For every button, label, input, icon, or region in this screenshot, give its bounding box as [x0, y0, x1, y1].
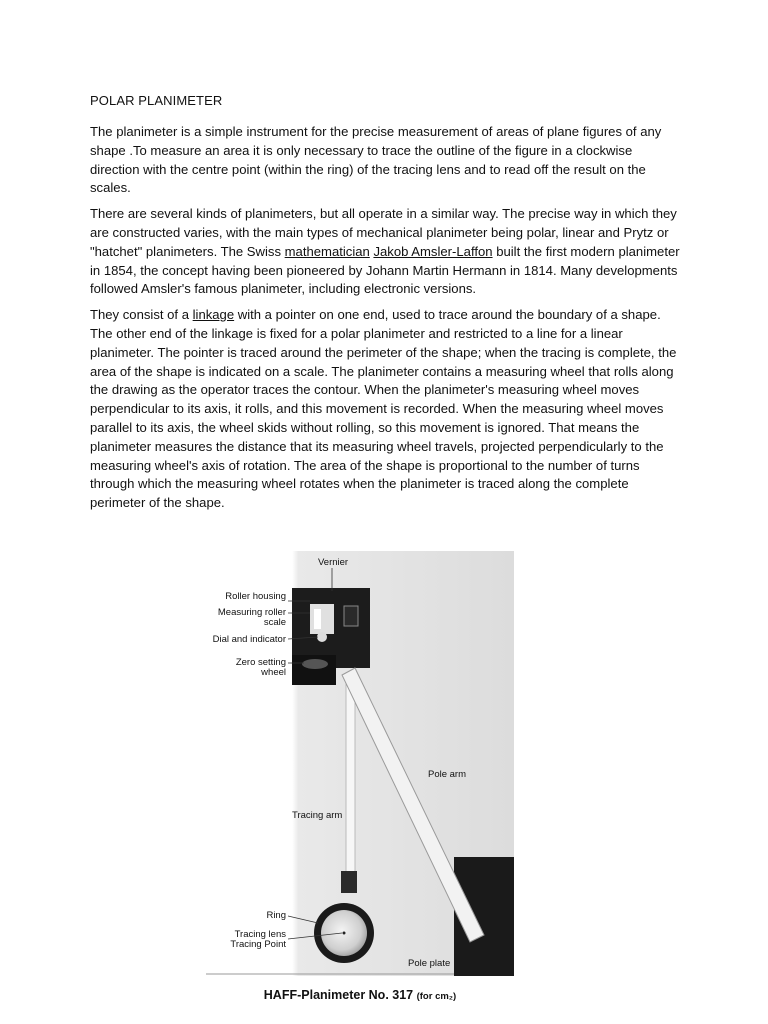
paragraph-text: There are several kinds of planimeters, but all operate in a similar way. The precise way in which they are constructed varies, with the main types of mechanical planimeter being polar, linear and Prytz or "hatchet" planimeters. The Swiss — [90, 206, 677, 259]
link-linkage[interactable]: linkage — [192, 307, 235, 323]
label-measuring-roller: Measuring roller — [217, 607, 286, 618]
label-tracing-lens: Tracing lens — [234, 929, 286, 940]
label-tracing-arm: Tracing arm — [292, 810, 343, 821]
caption-main: HAFF-Planimeter No. 317 — [263, 988, 414, 1002]
document-title: POLAR PLANIMETER — [90, 93, 223, 108]
planimeter-figure — [206, 551, 514, 976]
link-mathematician[interactable]: mathematician — [284, 243, 370, 259]
paragraph-kinds — [90, 205, 680, 299]
label-measuring-roller-scale: scale — [263, 617, 286, 628]
label-roller-housing: Roller housing — [225, 591, 286, 602]
label-tracing-point: Tracing Point — [230, 939, 286, 950]
caption-unit: (for cm₂) — [416, 991, 457, 1002]
label-zero-setting: Zero setting — [235, 657, 286, 668]
paragraph-intro: The planimeter is a simple instrument for the precise measurement of areas of plane figures of any shape .To measure an area it is only necessary to trace the outline of the figure in a clockwise direction with the centre point (within the ring) of the tracing lens and to read off the result on the scales. — [90, 124, 662, 196]
label-ring: Ring — [266, 910, 286, 921]
label-vernier: Vernier — [318, 557, 349, 568]
dial-indicator — [317, 632, 327, 642]
link-jakob-amsler-laffon[interactable]: Jakob Amsler-Laffon — [373, 243, 493, 259]
label-pole-arm: Pole arm — [428, 769, 467, 780]
paragraph-text: with a pointer on one end, used to trace around the boundary of a shape. The other end of the linkage is fixed for a polar planimeter and restricted to a line for a linear planimeter. The pointer is traced around the perimeter of the shape; when the tracing is complete, the area of the shape is indicated on a scale. The planimeter contains a measuring wheel that rolls along the drawing as the operator traces the contour. When the planimeter's measuring wheel moves perpendicular to its axis, it rolls, and this movement is recorded. When the measuring wheel moves parallel to its axis, the wheel skids without rolling, so this movement is ignored. That means the planimeter measures the distance that its measuring wheel travels, projected perpendicularly to the measuring wheel's axis of rotation. The area of the shape is proportional to the number of turns through which the measuring wheel rotates when the planimeter is traced along the complete perimeter of the shape. — [90, 307, 677, 511]
figure-caption — [206, 988, 514, 1002]
measuring-roller-scale — [310, 604, 334, 634]
planimeter-illustration — [206, 551, 514, 976]
paragraph-linkage — [90, 306, 680, 513]
label-pole-plate: Pole plate — [408, 958, 451, 969]
document-body — [90, 93, 680, 520]
label-dial-indicator: Dial and indicator — [212, 634, 286, 645]
tracing-arm — [346, 681, 355, 881]
paragraph-text: They consist of a — [90, 307, 193, 323]
label-zero-setting-wheel: wheel — [261, 667, 286, 678]
paragraph-text: built the first modern planimeter in 1854, the concept having been pioneered by Johann Martin Hermann in 1814. Many developments followed Amsler's famous planimeter, including electronic versions. — [90, 243, 680, 297]
